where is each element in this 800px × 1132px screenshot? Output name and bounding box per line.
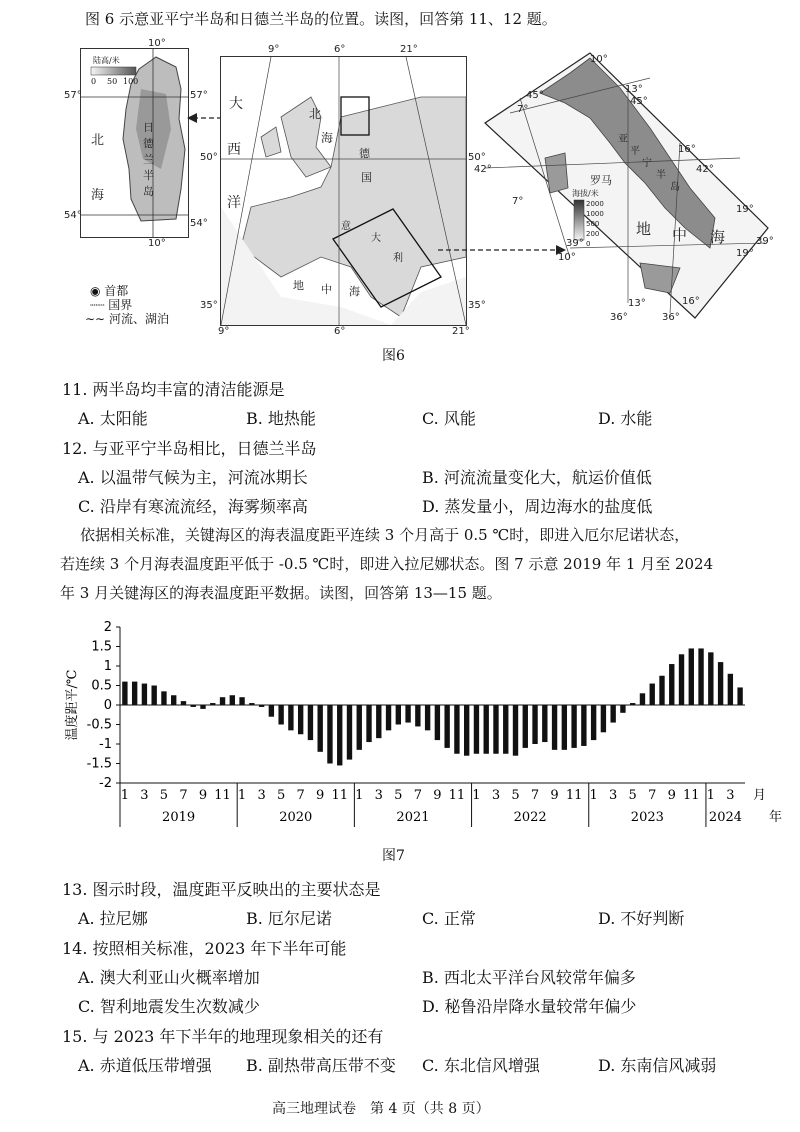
jutland-lat-54-right: 54° xyxy=(190,218,208,229)
bar xyxy=(542,705,547,742)
q13-option-b[interactable]: B. 厄尔尼诺 xyxy=(246,909,332,928)
x-year-label: 2020 xyxy=(279,810,313,825)
italy-label-ban: 半 xyxy=(656,170,666,181)
jutland-label-ri: 日 xyxy=(143,121,154,134)
x-month-label: 3 xyxy=(726,788,735,803)
q11-option-c[interactable]: C. 风能 xyxy=(422,409,476,428)
europe-map-shape xyxy=(221,57,466,325)
europe-label-hai: 海 xyxy=(321,131,334,145)
q14-option-a[interactable]: A. 澳大利亚山火概率增加 xyxy=(78,968,260,987)
y-tick-label: -1 xyxy=(99,737,112,752)
italy-map xyxy=(470,48,770,328)
bar xyxy=(210,703,215,705)
italy-deg-19-bottom: 19° xyxy=(736,248,754,259)
bar xyxy=(308,705,313,740)
italy-deg-10-top: 10° xyxy=(590,54,608,65)
bar xyxy=(728,674,733,705)
x-month-label: 3 xyxy=(374,788,383,803)
italy-deg-42-left: 42° xyxy=(474,164,492,175)
italy-deg-45-left: 45° xyxy=(526,90,544,101)
jutland-lat-57-left: 57° xyxy=(64,90,82,101)
bar xyxy=(181,701,186,705)
jutland-label-dao: 岛 xyxy=(143,185,154,198)
bar xyxy=(357,705,362,750)
page-footer: 高三地理试卷 第 4 页（共 8 页） xyxy=(272,1101,490,1117)
x-month-label: 5 xyxy=(159,788,169,803)
bar xyxy=(425,705,430,730)
bar xyxy=(347,705,352,760)
europe-lon-21-top: 21° xyxy=(400,44,418,55)
bar xyxy=(376,705,381,738)
x-month-label: 3 xyxy=(609,788,618,803)
italy-label-zhong: 中 xyxy=(672,226,688,244)
passage-line-3: 年 3 月关键海区的海表温度距平数据。读图，回答第 13—15 题。 xyxy=(60,584,502,602)
europe-map xyxy=(220,56,467,326)
bar xyxy=(484,705,489,754)
q12-option-a[interactable]: A. 以温带气候为主，河流冰期长 xyxy=(78,468,308,487)
bar xyxy=(493,705,498,754)
q11-option-b[interactable]: B. 地热能 xyxy=(246,409,316,428)
q14-option-c[interactable]: C. 智利地震发生次数减少 xyxy=(78,997,260,1016)
bar xyxy=(415,705,420,726)
x-month-label: 9 xyxy=(198,788,208,803)
y-tick-label: -0.5 xyxy=(86,717,112,733)
x-month-label: 3 xyxy=(491,788,501,803)
y-tick-label: -2 xyxy=(99,776,112,791)
bar xyxy=(650,684,655,705)
q12-option-c[interactable]: C. 沿岸有寒流流经，海雾频率高 xyxy=(78,497,308,516)
italy-deg-36-right: 36° xyxy=(662,312,680,323)
jutland-label-lan: 兰 xyxy=(143,153,154,166)
jutland-legend-100: 100 xyxy=(123,77,139,86)
bar xyxy=(259,705,264,707)
jutland-lon-top: 10° xyxy=(148,38,166,49)
x-month-label: 5 xyxy=(511,788,520,803)
bar xyxy=(552,705,557,750)
q13-option-a[interactable]: A. 拉尼娜 xyxy=(78,909,148,928)
q15-option-c[interactable]: C. 东北信风增强 xyxy=(422,1056,540,1075)
bar xyxy=(630,703,635,705)
bar xyxy=(200,705,205,709)
x-month-label: 5 xyxy=(628,788,637,803)
europe-lon-21-bottom: 21° xyxy=(452,326,470,337)
x-month-label: 1 xyxy=(472,788,481,803)
y-tick-label: -1.5 xyxy=(86,756,112,772)
bar xyxy=(659,676,664,705)
x-month-label: 9 xyxy=(550,788,559,803)
italy-label-rome: 罗马 xyxy=(590,174,612,187)
fig6-caption: 图6 xyxy=(382,348,405,364)
legend-river: ∼∼ 河流、湖泊 xyxy=(85,312,169,326)
italy-deg-16-top: 16° xyxy=(678,144,696,155)
jutland-label-ban: 半 xyxy=(143,169,154,182)
q12-stem: 12. 与亚平宁半岛相比，日德兰半岛 xyxy=(62,439,317,458)
europe-label-zhong: 中 xyxy=(321,283,332,296)
q11-option-a[interactable]: A. 太阳能 xyxy=(78,409,148,428)
italy-label-ya: 亚 xyxy=(618,134,628,145)
x-month-label: 7 xyxy=(296,788,305,803)
x-year-label: 2023 xyxy=(630,810,664,825)
bar xyxy=(454,705,459,754)
y-tick-label: 0 xyxy=(103,698,112,713)
bar xyxy=(318,705,323,752)
italy-label-hai: 海 xyxy=(710,228,726,246)
x-month-label: 1 xyxy=(589,788,598,803)
bar xyxy=(610,705,615,723)
bar xyxy=(464,705,469,756)
passage-line-1: 依据相关标准，关键海区的海表温度距平连续 3 个月高于 0.5 ℃时，即进入厄尔尼诺状态， xyxy=(80,526,690,544)
europe-label-dali: 大 xyxy=(371,233,381,244)
bar xyxy=(278,705,283,725)
bar xyxy=(708,652,713,705)
bar xyxy=(269,705,274,717)
sst-anomaly-chart xyxy=(60,615,783,840)
italy-deg-36-left: 36° xyxy=(610,312,628,323)
x-month-label: 11 xyxy=(448,788,466,803)
q14-option-d[interactable]: D. 秘鲁沿岸降水量较常年偏少 xyxy=(422,997,637,1016)
x-month-label: 3 xyxy=(257,788,266,803)
italy-deg-16-bottom: 16° xyxy=(682,296,700,307)
jutland-map xyxy=(80,48,189,238)
q13-stem: 13. 图示时段，温度距平反映出的主要状态是 xyxy=(62,880,381,899)
europe-label-yang: 洋 xyxy=(227,195,241,211)
italy-label-dao: 岛 xyxy=(670,182,680,193)
bar xyxy=(444,705,449,748)
bar xyxy=(669,664,674,705)
x-month-label: 7 xyxy=(648,788,657,803)
bar xyxy=(288,705,293,730)
europe-label-da: 大 xyxy=(229,96,243,112)
bar xyxy=(679,654,684,705)
bar xyxy=(327,705,332,764)
x-year-label: 2024 xyxy=(708,810,743,825)
fig7-caption: 图7 xyxy=(382,848,405,864)
x-month-label: 1 xyxy=(237,788,247,803)
italy-deg-13-bottom: 13° xyxy=(628,298,646,309)
italy-legend-500: 500 xyxy=(586,220,600,228)
bar xyxy=(474,705,479,754)
bar xyxy=(405,705,410,723)
italy-legend-0: 0 xyxy=(586,240,591,248)
x-month-label: 11 xyxy=(565,788,583,803)
europe-lon-9-bottom: 9° xyxy=(218,326,230,337)
bar xyxy=(698,648,703,705)
europe-lon-6-bottom: 6° xyxy=(334,326,346,337)
x-month-label: 9 xyxy=(433,788,442,803)
europe-lat-50-right: 50° xyxy=(468,152,486,163)
italy-legend-2000: 2000 xyxy=(586,200,604,208)
bar xyxy=(132,682,137,705)
europe-lat-35-right: 35° xyxy=(468,300,486,311)
x-month-label: 11 xyxy=(331,788,348,803)
bar xyxy=(230,695,235,705)
q14-option-b[interactable]: B. 西北太平洋台风较常年偏多 xyxy=(422,968,636,987)
x-year-label: 2019 xyxy=(162,810,196,825)
intro-map-text: 图 6 示意亚平宁半岛和日德兰半岛的位置。读图，回答第 11、12 题。 xyxy=(85,10,557,28)
bar xyxy=(689,648,694,705)
bar xyxy=(435,705,440,740)
europe-label-de: 德 xyxy=(359,147,370,160)
legend-capital: ◉ 首都 xyxy=(90,284,129,298)
q12-option-b[interactable]: B. 河流流量变化大，航运价值低 xyxy=(422,468,652,487)
q15-option-b[interactable]: B. 副热带高压带不变 xyxy=(246,1056,396,1075)
italy-legend-title: 海拔/米 xyxy=(572,189,599,198)
italy-deg-13-top: 13° xyxy=(625,84,643,95)
y-axis-label: 温度距平/℃ xyxy=(65,669,80,741)
bar xyxy=(737,687,742,705)
europe-label-bei: 北 xyxy=(309,107,322,121)
italy-deg-45-right: 45° xyxy=(630,96,648,107)
bar xyxy=(161,691,166,705)
jutland-label-sea: 海 xyxy=(91,188,105,203)
bar xyxy=(142,684,147,705)
bar xyxy=(386,705,391,730)
italy-label-ning: 宁 xyxy=(642,158,652,169)
italy-label-di: 地 xyxy=(636,220,652,238)
bar xyxy=(151,686,156,706)
europe-label-di: 地 xyxy=(293,279,304,292)
europe-lon-9-top: 9° xyxy=(268,44,280,55)
jutland-legend-0: 0 xyxy=(91,77,97,86)
bar xyxy=(396,705,401,725)
bar xyxy=(171,695,176,705)
europe-lon-6-top: 6° xyxy=(334,44,346,55)
italy-deg-42-right: 42° xyxy=(696,164,714,175)
y-tick-label: 2 xyxy=(103,620,112,635)
q13-option-d[interactable]: D. 不好判断 xyxy=(598,909,685,928)
italy-deg-19-right: 19° xyxy=(736,204,754,215)
bar xyxy=(571,705,576,748)
x-month-label: 1 xyxy=(120,788,130,803)
europe-label-xi: 西 xyxy=(227,142,241,158)
jutland-legend-50: 50 xyxy=(107,77,118,86)
jutland-label-de: 德 xyxy=(143,137,154,150)
q11-option-d[interactable]: D. 水能 xyxy=(598,409,653,428)
bar xyxy=(191,705,196,707)
bar xyxy=(513,705,518,756)
bar xyxy=(298,705,303,734)
europe-label-hai2: 海 xyxy=(349,285,360,298)
bar xyxy=(601,705,606,732)
bar xyxy=(220,697,225,705)
legend-border: ┈┈ 国界 xyxy=(90,298,133,312)
italy-deg-7-bottom: 7° xyxy=(512,196,524,207)
q15-stem: 15. 与 2023 年下半年的地理现象相关的还有 xyxy=(62,1027,384,1046)
x-month-label: 7 xyxy=(530,788,540,803)
bar xyxy=(581,705,586,746)
q14-stem: 14. 按照相关标准，2023 年下半年可能 xyxy=(62,939,347,958)
europe-label-yi: 意 xyxy=(341,221,351,232)
q13-option-c[interactable]: C. 正常 xyxy=(422,909,476,928)
y-tick-label: 1 xyxy=(103,659,112,674)
bar xyxy=(532,705,537,744)
passage-line-2: 若连续 3 个月海表温度距平低于 -0.5 ℃时，即进入拉尼娜状态。图 7 示意 2019 年 1 月至 2024 xyxy=(60,555,714,573)
x-month-unit: 月 xyxy=(753,788,767,803)
x-year-unit: 年 xyxy=(769,810,783,825)
italy-legend-200: 200 xyxy=(586,230,600,238)
europe-label-li: 利 xyxy=(393,253,403,264)
x-year-label: 2022 xyxy=(513,810,547,825)
bar xyxy=(591,705,596,740)
italy-deg-39-left: 39° xyxy=(566,238,584,249)
x-month-label: 1 xyxy=(706,788,715,803)
legend-border-label: 国界 xyxy=(108,298,133,312)
bar xyxy=(523,705,528,748)
jutland-label-north: 北 xyxy=(91,133,105,148)
bar xyxy=(239,697,244,705)
bar xyxy=(640,693,645,705)
x-month-label: 9 xyxy=(316,788,325,803)
europe-label-guo: 国 xyxy=(361,171,372,184)
x-month-label: 7 xyxy=(179,788,188,803)
jutland-legend-title: 陆高/米 xyxy=(93,56,120,65)
bar xyxy=(620,705,625,713)
italy-deg-10-bottom: 10° xyxy=(558,252,576,263)
q12-option-d[interactable]: D. 蒸发量小，周边海水的盐度低 xyxy=(422,497,653,516)
bar xyxy=(718,662,723,705)
x-month-label: 5 xyxy=(394,788,403,803)
x-month-label: 11 xyxy=(214,788,231,803)
jutland-lat-57-right: 57° xyxy=(190,90,208,101)
y-tick-label: 1.5 xyxy=(91,639,112,655)
bar xyxy=(562,705,567,750)
italy-deg-39-right: 39° xyxy=(756,236,774,247)
bar xyxy=(122,682,127,705)
italy-deg-7-top: 7° xyxy=(517,104,529,115)
jutland-lat-54-left: 54° xyxy=(64,210,82,221)
europe-lat-50-left: 50° xyxy=(200,152,218,163)
x-month-label: 5 xyxy=(276,788,286,803)
x-year-label: 2021 xyxy=(396,810,430,825)
q15-option-d[interactable]: D. 东南信风减弱 xyxy=(598,1056,717,1075)
italy-label-ping: 平 xyxy=(630,146,640,157)
italy-legend-1000: 1000 xyxy=(586,210,604,218)
bar xyxy=(337,705,342,765)
x-month-label: 9 xyxy=(667,788,676,803)
jutland-lon-bottom: 10° xyxy=(148,238,166,249)
bar xyxy=(366,705,371,742)
y-tick-label: 0.5 xyxy=(91,678,112,694)
bar xyxy=(503,705,508,754)
q11-stem: 11. 两半岛均丰富的清洁能源是 xyxy=(62,380,285,399)
bar xyxy=(249,703,254,705)
europe-lat-35-left: 35° xyxy=(200,300,218,311)
x-month-label: 1 xyxy=(355,788,364,803)
x-month-label: 11 xyxy=(683,788,700,803)
x-month-label: 7 xyxy=(413,788,422,803)
q15-option-a[interactable]: A. 赤道低压带增强 xyxy=(78,1056,212,1075)
legend-capital-label: 首都 xyxy=(104,284,129,298)
x-month-label: 3 xyxy=(140,788,149,803)
legend-river-label: 河流、湖泊 xyxy=(108,312,169,326)
